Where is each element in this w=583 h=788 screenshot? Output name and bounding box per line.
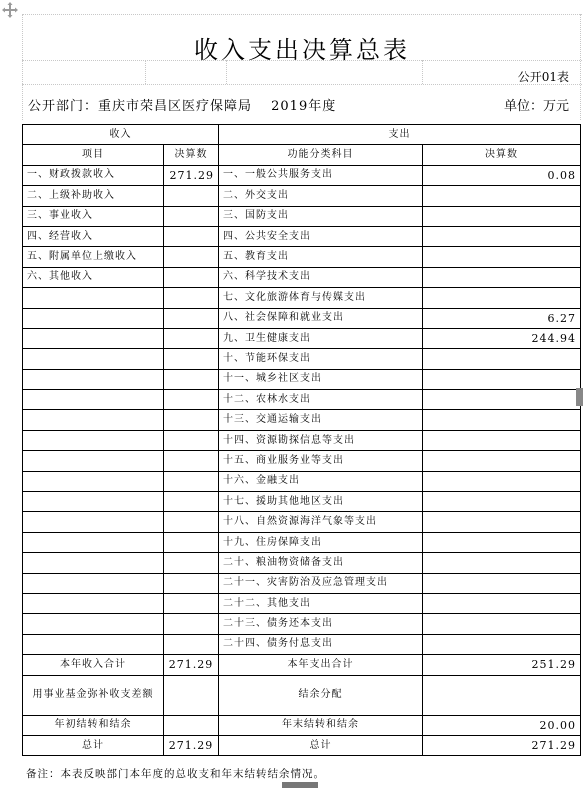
form-number: 公开01表 — [517, 70, 569, 84]
expense-amount-cell — [423, 390, 581, 410]
income-amount-cell — [164, 288, 219, 308]
expense-amount-cell — [423, 206, 581, 226]
income-amount-cell — [164, 634, 219, 654]
expense-item-cell: 十、节能环保支出 — [219, 349, 423, 369]
fund-gap-label: 用事业基金弥补收支差额 — [23, 675, 164, 715]
income-item-cell — [23, 471, 164, 491]
table-row — [23, 512, 581, 532]
expense-item-cell: 十六、金融支出 — [219, 471, 423, 491]
income-item-cell: 六、其他收入 — [23, 267, 164, 287]
income-item-cell: 四、经营收入 — [23, 226, 164, 246]
income-item-cell — [23, 328, 164, 348]
expense-item-cell: 十九、住房保障支出 — [219, 532, 423, 552]
move-handle-icon[interactable] — [2, 2, 18, 18]
table-row — [23, 532, 581, 552]
expense-item-cell: 二十三、债务还本支出 — [219, 614, 423, 634]
expense-amount-cell — [423, 512, 581, 532]
table-row — [23, 308, 581, 328]
income-item-cell — [23, 410, 164, 430]
income-item-cell: 三、事业收入 — [23, 206, 164, 226]
expense-amount-cell — [423, 226, 581, 246]
footnote: 备注：本表反映部门本年度的总收支和年末结转结余情况。 — [26, 768, 325, 780]
end-balance-value: 20.00 — [423, 715, 581, 735]
table-row — [23, 186, 581, 206]
income-item-cell — [23, 532, 164, 552]
income-amount-cell — [164, 349, 219, 369]
expense-amount-cell: 0.08 — [423, 165, 581, 185]
expense-item-cell: 一、一般公共服务支出 — [219, 165, 423, 185]
income-item-cell: 一、财政拨款收入 — [23, 165, 164, 185]
function-column-header: 功能分类科目 — [219, 145, 423, 165]
table-row — [23, 267, 581, 287]
fund-gap-row — [23, 675, 581, 715]
income-amount-cell — [164, 553, 219, 573]
expense-amount-cell — [423, 593, 581, 613]
expense-amount-cell — [423, 614, 581, 634]
income-item-cell — [23, 349, 164, 369]
table-row — [23, 634, 581, 654]
income-amount-cell — [164, 532, 219, 552]
income-amount-cell — [164, 451, 219, 471]
income-item-cell — [23, 390, 164, 410]
income-amount-cell: 271.29 — [164, 165, 219, 185]
amount-column-header: 决算数 — [164, 145, 219, 165]
item-column-header: 项目 — [23, 145, 164, 165]
table-row — [23, 430, 581, 450]
expense-item-cell: 十八、自然资源海洋气象等支出 — [219, 512, 423, 532]
expense-amount-cell — [423, 186, 581, 206]
total-expense-value: 271.29 — [423, 735, 581, 755]
income-amount-cell — [164, 206, 219, 226]
expense-amount-cell — [423, 532, 581, 552]
expense-item-cell: 十四、资源勘探信息等支出 — [219, 430, 423, 450]
expense-amount-cell — [423, 451, 581, 471]
expense-item-cell: 十七、援助其他地区支出 — [219, 492, 423, 512]
expense-header: 支出 — [219, 125, 581, 145]
expense-amount-cell — [423, 492, 581, 512]
income-amount-cell — [164, 614, 219, 634]
expense-item-cell: 五、教育支出 — [219, 247, 423, 267]
year-income-value: 271.29 — [164, 655, 219, 675]
year-expense-value: 251.29 — [423, 655, 581, 675]
income-header: 收入 — [23, 125, 219, 145]
expense-item-cell: 十五、商业服务业等支出 — [219, 451, 423, 471]
total-income-value: 271.29 — [164, 735, 219, 755]
department-line: 公开部门：重庆市荣昌区医疗保障局 2019年度 — [28, 99, 337, 114]
total-expense-label: 总计 — [219, 735, 423, 755]
amount2-column-header: 决算数 — [423, 145, 581, 165]
expense-item-cell: 二十一、灾害防治及应急管理支出 — [219, 573, 423, 593]
expense-amount-cell: 6.27 — [423, 308, 581, 328]
year-income-label: 本年收入合计 — [23, 655, 164, 675]
income-amount-cell — [164, 573, 219, 593]
expense-amount-cell — [423, 247, 581, 267]
income-item-cell — [23, 634, 164, 654]
income-item-cell — [23, 573, 164, 593]
income-item-cell — [23, 288, 164, 308]
income-item-cell — [23, 369, 164, 389]
expense-amount-cell — [423, 471, 581, 491]
income-item-cell — [23, 308, 164, 328]
begin-balance-label: 年初结转和结余 — [23, 715, 164, 735]
end-balance-label: 年末结转和结余 — [219, 715, 423, 735]
income-amount-cell — [164, 410, 219, 430]
income-amount-cell — [164, 247, 219, 267]
expense-item-cell: 十三、交通运输支出 — [219, 410, 423, 430]
expense-item-cell: 六、科学技术支出 — [219, 267, 423, 287]
table-row — [23, 410, 581, 430]
income-item-cell — [23, 553, 164, 573]
unit-label: 单位：万元 — [503, 99, 569, 114]
page-resize-handle[interactable] — [282, 782, 318, 788]
table-row — [23, 593, 581, 613]
income-item-cell — [23, 430, 164, 450]
expense-item-cell: 九、卫生健康支出 — [219, 328, 423, 348]
income-amount-cell — [164, 492, 219, 512]
fund-gap-value — [164, 675, 219, 715]
income-item-cell — [23, 492, 164, 512]
income-amount-cell — [164, 390, 219, 410]
table-row — [23, 288, 581, 308]
expense-item-cell: 二十四、债务付息支出 — [219, 634, 423, 654]
expense-item-cell: 十二、农林水支出 — [219, 390, 423, 410]
page-title: 收入支出决算总表 — [194, 36, 410, 64]
expense-amount-cell — [423, 553, 581, 573]
expense-amount-cell — [423, 634, 581, 654]
income-item-cell — [23, 451, 164, 471]
expense-amount-cell — [423, 573, 581, 593]
income-amount-cell — [164, 512, 219, 532]
carryover-row — [23, 715, 581, 735]
table-row — [23, 492, 581, 512]
expense-item-cell: 八、社会保障和就业支出 — [219, 308, 423, 328]
year-total-row — [23, 655, 581, 675]
expense-amount-cell: 244.94 — [423, 328, 581, 348]
table-row — [23, 165, 581, 185]
table-row — [23, 573, 581, 593]
income-amount-cell — [164, 430, 219, 450]
income-amount-cell — [164, 186, 219, 206]
income-amount-cell — [164, 471, 219, 491]
income-amount-cell — [164, 267, 219, 287]
expense-item-cell: 三、国防支出 — [219, 206, 423, 226]
expense-amount-cell — [423, 369, 581, 389]
grand-total-row — [23, 735, 581, 755]
expense-item-cell: 二十二、其他支出 — [219, 593, 423, 613]
scroll-marker[interactable] — [576, 388, 583, 406]
table-row — [23, 451, 581, 471]
income-item-cell — [23, 614, 164, 634]
expense-item-cell: 十一、城乡社区支出 — [219, 369, 423, 389]
table-row — [23, 369, 581, 389]
income-amount-cell — [164, 593, 219, 613]
expense-item-cell: 二十、粮油物资储备支出 — [219, 553, 423, 573]
income-item-cell: 五、附属单位上缴收入 — [23, 247, 164, 267]
table-row — [23, 328, 581, 348]
table-row — [23, 247, 581, 267]
table-subheader-row — [23, 145, 581, 165]
total-income-label: 总计 — [23, 735, 164, 755]
final-accounts-table — [22, 124, 581, 756]
balance-distribution-value — [423, 675, 581, 715]
balance-distribution-label: 结余分配 — [219, 675, 423, 715]
table-row — [23, 226, 581, 246]
expense-amount-cell — [423, 288, 581, 308]
table-row — [23, 553, 581, 573]
income-amount-cell — [164, 226, 219, 246]
income-item-cell — [23, 593, 164, 613]
income-item-cell: 二、上级补助收入 — [23, 186, 164, 206]
expense-amount-cell — [423, 430, 581, 450]
table-row — [23, 349, 581, 369]
expense-item-cell: 四、公共安全支出 — [219, 226, 423, 246]
income-amount-cell — [164, 369, 219, 389]
expense-amount-cell — [423, 349, 581, 369]
income-amount-cell — [164, 308, 219, 328]
table-row — [23, 614, 581, 634]
table-row — [23, 390, 581, 410]
begin-balance-value — [164, 715, 219, 735]
expense-amount-cell — [423, 410, 581, 430]
expense-item-cell: 七、文化旅游体育与传媒支出 — [219, 288, 423, 308]
expense-amount-cell — [423, 267, 581, 287]
expense-item-cell: 二、外交支出 — [219, 186, 423, 206]
year-expense-label: 本年支出合计 — [219, 655, 423, 675]
table-header-row — [23, 125, 581, 145]
table-row — [23, 471, 581, 491]
income-item-cell — [23, 512, 164, 532]
income-amount-cell — [164, 328, 219, 348]
table-row — [23, 206, 581, 226]
